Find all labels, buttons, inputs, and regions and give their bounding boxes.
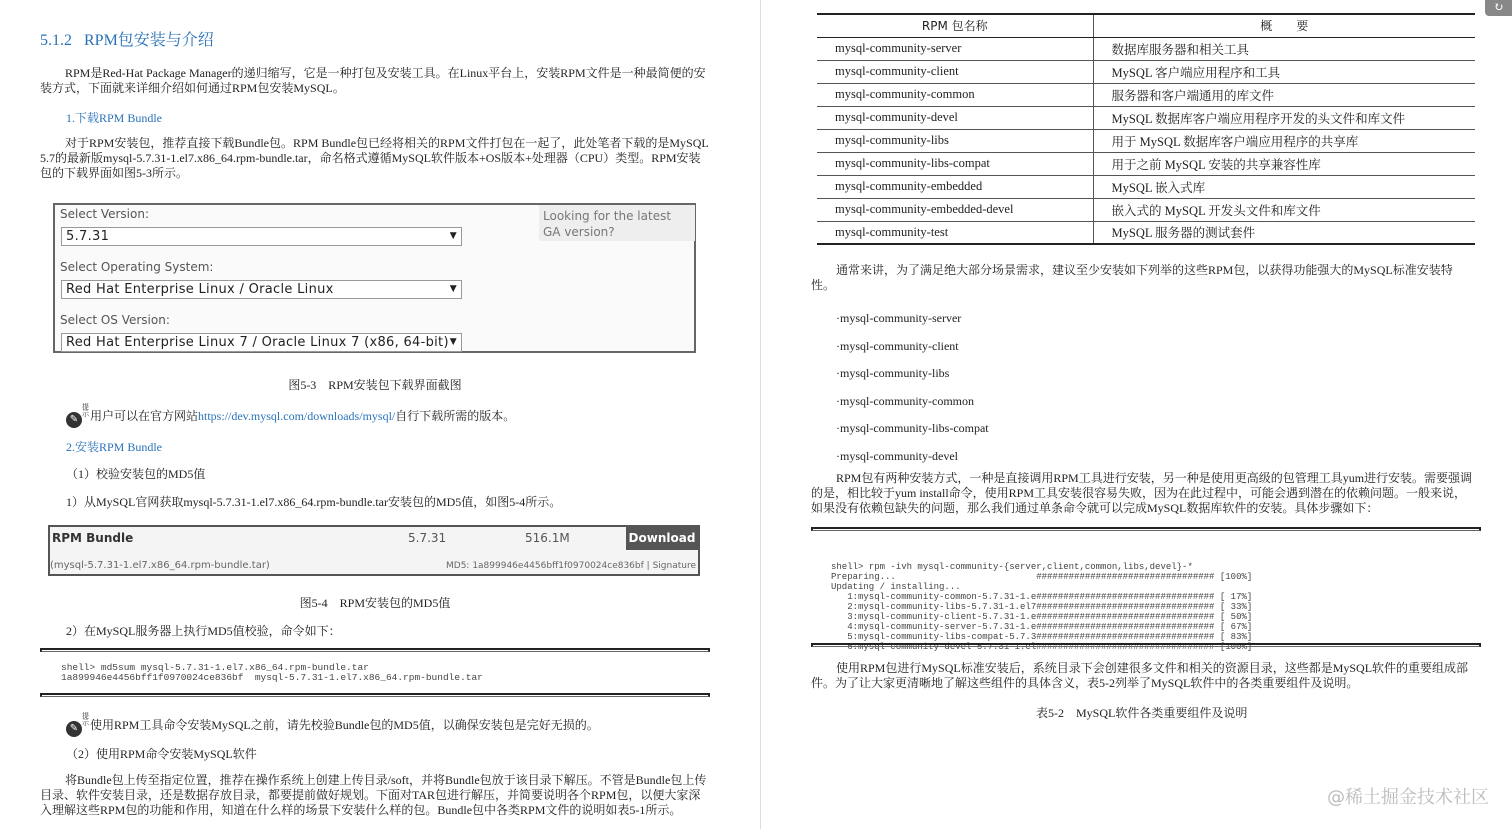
recommendation-paragraph: 通常来讲，为了满足绝大部分场景需求，建议至少安装如下列举的这些RPM包，以获得功能强大的MySQL标准安装特性。 (811, 263, 1453, 292)
table-row (817, 175, 1475, 198)
summary-cell: 服务器和客户端通用的库文件 (1093, 83, 1475, 106)
summary-cell: 数据库服务器和相关工具 (1093, 37, 1475, 60)
install-methods-paragraph: RPM包有两种安装方式，一种是直接调用RPM工具进行安装，另一种是使用更高级的包管理工具yum进行安装。需要强调的是，相比较于yum install命令，使用RPM工具安装很容易失败，因为在此过程中，可能会遇到潜在的依赖问题。一般来说，如果没有依赖包缺失的问题，那么我们通过单条命令就可以完成MySQL数据库软件的安装。具体步骤如下： (811, 471, 1473, 515)
tip-note-1: ✎提示用户可以在官方网站https://dev.mysql.com/downloads/mysql/自行下载所需的版本。 (66, 404, 515, 428)
download-button[interactable]: Download (626, 527, 698, 550)
bundle-version: 5.7.31 (408, 531, 447, 545)
table-caption: 表5-2 MySQL软件各类重要组件及说明 (1036, 706, 1248, 720)
bundle-filename: (mysql-5.7.31-1.el7.x86_64.rpm-bundle.tar) (50, 560, 270, 571)
os-version-label: Select OS Version: (60, 313, 170, 327)
code-block-md5: shell> md5sum mysql-5.7.31-1.el7.x86_64.rpm-bundle.tar 1a899946e4456bff1f0970024ce836bf mysql-5.7.31-1.el7.x86_64.rpm-bundle.tar (61, 662, 483, 683)
package-name-cell: mysql-community-libs-compat (817, 152, 1093, 175)
history-icon[interactable]: ↻ (1485, 0, 1512, 16)
version-select[interactable]: 5.7.31 ▼ (61, 227, 462, 246)
summary-cell: 用于 MySQL 数据库客户端应用程序的共享库 (1093, 129, 1475, 152)
step-run-md5: 2）在MySQL服务器上执行MD5值校验，命令如下： (66, 624, 341, 638)
table-row (817, 83, 1475, 106)
package-name-cell: mysql-community-server (817, 37, 1093, 60)
code-rule-bottom (811, 643, 1481, 647)
code-rule-bottom (40, 693, 710, 697)
list-item: ·mysql-community-server (836, 311, 962, 325)
summary-cell: MySQL 嵌入式库 (1093, 175, 1475, 198)
intro-paragraph: RPM是Red-Hat Package Manager的递归缩写，它是一种打包及安装工具。在Linux平台上，安装RPM文件是一种最简便的安装方式，下面就来详细介绍如何通过RPM包安装MySQL。 (40, 66, 706, 95)
list-item: ·mysql-community-libs-compat (836, 421, 989, 436)
tip-icon: ✎ (66, 412, 82, 428)
os-select[interactable]: Red Hat Enterprise Linux / Oracle Linux ▼ (61, 280, 462, 299)
package-name-cell: mysql-community-test (817, 221, 1093, 244)
bundle-paragraph: 将Bundle包上传至指定位置，推荐在操作系统上创建上传目录/soft，并将Bundle包放于该目录下解压。不管是Bundle包上传目录、软件安装目录，还是数据存放目录，都要提前做好规划。下面对TAR包进行解压，并简要说明各个RPM包，以便大家深入理解这些RPM包的功能和作用，知道在什么样的场景下安装什么样的包。Bundle包中各类RPM文件的说明如表5-1所示。 (40, 773, 707, 817)
components-paragraph: 使用RPM包进行MySQL标准安装后，系统目录下会创建很多文件和相关的资源目录，这些都是MySQL软件的重要组成部件。为了让大家更清晰地了解这些组件的具体含义，表5-2列举了MySQL软件中的各类重要组件及说明。 (811, 661, 1469, 690)
watermark: @稀土掘金技术社区 (1327, 787, 1489, 808)
step-rpm-install: （2）使用RPM命令安装MySQL软件 (66, 747, 257, 761)
figure-caption: 图5-3 RPM安装包下载界面截图 (288, 378, 462, 392)
download-form-figure (53, 203, 696, 353)
os-version-select[interactable]: Red Hat Enterprise Linux 7 / Oracle Linux 7 (x86, 64-bit) ▼ (61, 333, 462, 352)
code-rule-top (811, 527, 1481, 531)
dropdown-arrow-icon: ▼ (449, 337, 457, 347)
dropdown-arrow-icon: ▼ (449, 284, 457, 294)
rpm-bundle-figure (48, 525, 700, 576)
step-get-md5: 1）从MySQL官网获取mysql-5.7.31-1.el7.x86_64.rpm-bundle.tar安装包的MD5值，如图5-4所示。 (66, 495, 562, 509)
list-item: ·mysql-community-client (836, 338, 959, 353)
version-label: Select Version: (60, 207, 150, 221)
summary-cell: MySQL 数据库客户端应用程序开发的头文件和库文件 (1093, 106, 1475, 129)
subheading-download: 1.下载RPM Bundle (66, 111, 163, 125)
download-paragraph: 对于RPM安装包，推荐直接下载Bundle包。RPM Bundle包已经将相关的RPM文件打包在一起了，此处笔者下载的是MySQL 5.7的最新版mysql-5.7.31-1.el7.x86_64.rpm-bundle.tar，命名格式遵循MySQL软件版本+OS版本+处理器（CPU）类型。RPM安装包的下载界面如图5-3所示。 (40, 136, 709, 180)
subheading-install: 2.安装RPM Bundle (66, 440, 163, 454)
list-item: ·mysql-community-common (836, 393, 974, 408)
table-row (817, 129, 1475, 152)
mysql-download-link[interactable]: https://dev.mysql.com/downloads/mysql/ (198, 409, 396, 423)
table-row (817, 37, 1475, 60)
os-label: Select Operating System: (60, 260, 214, 274)
latest-ga-note: Looking for the latest GA version? (539, 205, 695, 241)
package-name-cell: mysql-community-embedded-devel (817, 198, 1093, 221)
page-divider (760, 0, 761, 829)
column-header: RPM 包名称 (817, 14, 1093, 37)
table-row (817, 106, 1475, 129)
table-row (817, 60, 1475, 83)
column-header: 概 要 (1093, 14, 1475, 37)
section-heading: 5.1.2 RPM包安装与介绍 (40, 32, 214, 49)
summary-cell: MySQL 服务器的测试套件 (1093, 221, 1475, 244)
md5-row: MD5: 1a899946e4456bff1f0970024ce836bf | Signature (446, 561, 696, 571)
package-name-cell: mysql-community-devel (817, 106, 1093, 129)
recommended-package-list (836, 305, 989, 471)
package-name-cell: mysql-community-common (817, 83, 1093, 106)
signature-link[interactable]: | Signature (646, 561, 696, 571)
tip-note-2: ✎提示使用RPM工具命令安装MySQL之前，请先校验Bundle包的MD5值，以确保安装包是完好无损的。 (66, 713, 599, 737)
summary-cell: 用于之前 MySQL 安装的共享兼容性库 (1093, 152, 1475, 175)
table-row (817, 198, 1475, 221)
list-item: ·mysql-community-devel (836, 448, 958, 463)
table-row (817, 221, 1475, 244)
rpm-packages-table (817, 13, 1475, 245)
step-verify-md5: （1）校验安装包的MD5值 (66, 467, 206, 481)
summary-cell: MySQL 客户端应用程序和工具 (1093, 60, 1475, 83)
package-name-cell: mysql-community-embedded (817, 175, 1093, 198)
package-name-cell: mysql-community-client (817, 60, 1093, 83)
table-header-row (817, 14, 1475, 37)
bundle-size: 516.1M (525, 531, 570, 545)
bundle-name: RPM Bundle (52, 531, 134, 545)
code-rule-top (40, 648, 710, 652)
tip-icon: ✎ (66, 721, 82, 737)
package-name-cell: mysql-community-libs (817, 129, 1093, 152)
figure-caption: 图5-4 RPM安装包的MD5值 (299, 596, 451, 610)
summary-cell: 嵌入式的 MySQL 开发头文件和库文件 (1093, 198, 1475, 221)
table-row (817, 152, 1475, 175)
dropdown-arrow-icon: ▼ (449, 231, 457, 241)
code-block-rpm: shell> rpm -ivh mysql-community-{server,client,common,libs,devel}-* Preparing... ################################# [100%] Updating / installing... 1:mysql-community-common-5.7.31-1.e################################# [ 17%] 2:mysql-community-libs-5.7.31-1.el7################################# [ 33%] 3:mysql-community-client-5.7.31-1.e################################# [ 50%] 4:mysql-community-server-5.7.31-1.e################################# [ 67%] 5:mysql-community-libs-compat-5.7.3################################# [ 83%] 6:mysql-community-devel-5.7.31-1.el################################# [100%] (831, 562, 1253, 652)
list-item: ·mysql-community-libs (836, 366, 950, 381)
